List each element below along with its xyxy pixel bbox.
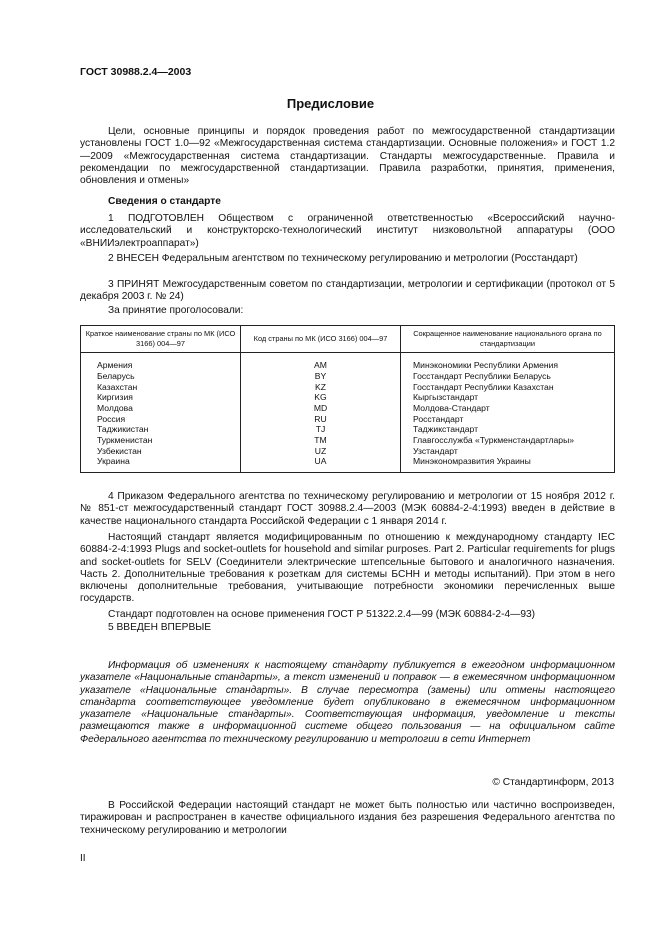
country-cell: Казахстан xyxy=(81,382,241,393)
country-cell: Таджикистан xyxy=(81,424,241,435)
table-row xyxy=(81,424,615,435)
page-number: II xyxy=(80,853,86,864)
table-row xyxy=(81,414,615,425)
country-cell: Украина xyxy=(81,456,241,472)
voting-table xyxy=(80,325,615,473)
country-cell: Узбекистан xyxy=(81,446,241,457)
country-cell: Молдова xyxy=(81,403,241,414)
table-row xyxy=(81,392,615,403)
table-row xyxy=(81,435,615,446)
country-cell: Беларусь xyxy=(81,371,241,382)
body-cell: Росстандарт xyxy=(401,414,615,425)
vote-intro: За принятие проголосовали: xyxy=(108,305,244,316)
code-cell: MD xyxy=(241,403,401,414)
body-cell: Минэкономики Республики Армения xyxy=(401,353,615,371)
code-cell: KG xyxy=(241,392,401,403)
page-title: Предисловие xyxy=(286,96,375,111)
table-header-code: Код страны по МК (ИСО 3166) 004—97 xyxy=(241,326,401,353)
code-cell: TM xyxy=(241,435,401,446)
body-cell: Узстандарт xyxy=(401,446,615,457)
table-header-country: Краткое наименование страны по МК (ИСО 3166) 004—97 xyxy=(81,326,241,353)
code-cell: UZ xyxy=(241,446,401,457)
table-header-body: Сокращенное наименование национального органа по стандартизации xyxy=(401,326,615,353)
copyright-notice: © Стандартинформ, 2013 xyxy=(492,777,614,788)
item-1-paragraph: 1 ПОДГОТОВЛЕН Обществом с ограниченной ответственностью «Всероссийский научно-исследовательский и конструкторско-технологический институт низковольтной аппаратуры (ООО «ВНИИэлектроаппарат») xyxy=(80,213,615,249)
standard-code-header: ГОСТ 30988.2.4—2003 xyxy=(80,66,192,78)
country-cell: Армения xyxy=(81,353,241,371)
modification-paragraph: Настоящий стандарт является модифицированным по отношению к международному стандарту IEC 60884-2-4:1993 Plugs and socket-outlets for household and similar purposes. Part 2. Particular requirements for plugs and socket-outlets for SELV (Соединители электрические штепсельные бытового и аналогичного назначения. Часть 2. Дополнительные требования к розеткам для системы БСНН и методы испытаний). При этом в него включены дополнительные требования, учитывающие потребности экономики перечисленных выше государств. xyxy=(80,532,615,605)
country-cell: Киргизия xyxy=(81,392,241,403)
prepared-basis-paragraph: Стандарт подготовлен на основе применения ГОСТ Р 51322.2.4—99 (МЭК 60884-2-4—93) xyxy=(108,609,536,620)
item-2-paragraph: 2 ВНЕСЕН Федеральным агентством по техническому регулированию и метрологии (Росстандарт) xyxy=(108,253,578,264)
code-cell: RU xyxy=(241,414,401,425)
info-heading: Сведения о стандарте xyxy=(108,196,221,207)
code-cell: AM xyxy=(241,353,401,371)
body-cell: Кыргызстандарт xyxy=(401,392,615,403)
code-cell: BY xyxy=(241,371,401,382)
table-row xyxy=(81,371,615,382)
code-cell: KZ xyxy=(241,382,401,393)
code-cell: UA xyxy=(241,456,401,472)
item-3-paragraph: 3 ПРИНЯТ Межгосударственным советом по стандартизации, метрологии и сертификации (протокол от 5 декабря 2003 г. № 24) xyxy=(80,279,615,303)
table-row xyxy=(81,353,615,371)
table-row xyxy=(81,446,615,457)
body-cell: Госстандарт Республики Беларусь xyxy=(401,371,615,382)
intro-paragraph: Цели, основные принципы и порядок проведения работ по межгосударственной стандартизации установлены ГОСТ 1.0—92 «Межгосударственная система стандартизации. Основные положения» и ГОСТ 1.2—2009 «Межгосударственная система стандартизации. Стандарты межгосударственные. Правила и рекомендации по межгосударственной стандартизации. Правила разработки, принятия, применения, обновления и отмены» xyxy=(80,126,615,187)
body-cell: Молдова-Стандарт xyxy=(401,403,615,414)
changes-info-paragraph: Информация об изменениях к настоящему стандарту публикуется в ежегодном информационном указателе «Национальные стандарты», а текст изменений и поправок — в ежемесячном информационном указателе «Национальные стандарты». В случае пересмотра (замены) или отмены настоящего стандарта соответствующее уведомление будет опубликовано в ежемесячном информационном указателе «Национальные стандарты». Соответствующая информация, уведомление и тексты размещаются также в информационной системе общего пользования — на официальном сайте Федерального агентства по техническому регулированию и метрологии в сети Интернет xyxy=(80,660,615,745)
reproduction-notice: В Российской Федерации настоящий стандарт не может быть полностью или частично воспроизведен, тиражирован и распространен в качестве официального издания без разрешения Федерального агентства по техническому регулированию и метрологии xyxy=(80,800,615,836)
item-5-paragraph: 5 ВВЕДЕН ВПЕРВЫЕ xyxy=(108,622,212,633)
body-cell: Главгосслужба «Туркменстандартлары» xyxy=(401,435,615,446)
body-cell: Госстандарт Республики Казахстан xyxy=(401,382,615,393)
code-cell: TJ xyxy=(241,424,401,435)
body-cell: Минэкономразвития Украины xyxy=(401,456,615,472)
country-cell: Россия xyxy=(81,414,241,425)
table-row xyxy=(81,382,615,393)
country-cell: Туркменистан xyxy=(81,435,241,446)
table-row xyxy=(81,456,615,472)
item-4-paragraph: 4 Приказом Федерального агентства по техническому регулированию и метрологии от 15 ноября 2012 г. № 851-ст межгосударственный стандарт ГОСТ 30988.2.4—2003 (МЭК 60884-2-4:1993) введен в действие в качестве национального стандарта Российской Федерации с 1 января 2014 г. xyxy=(80,491,615,527)
table-row xyxy=(81,403,615,414)
body-cell: Таджикстандарт xyxy=(401,424,615,435)
